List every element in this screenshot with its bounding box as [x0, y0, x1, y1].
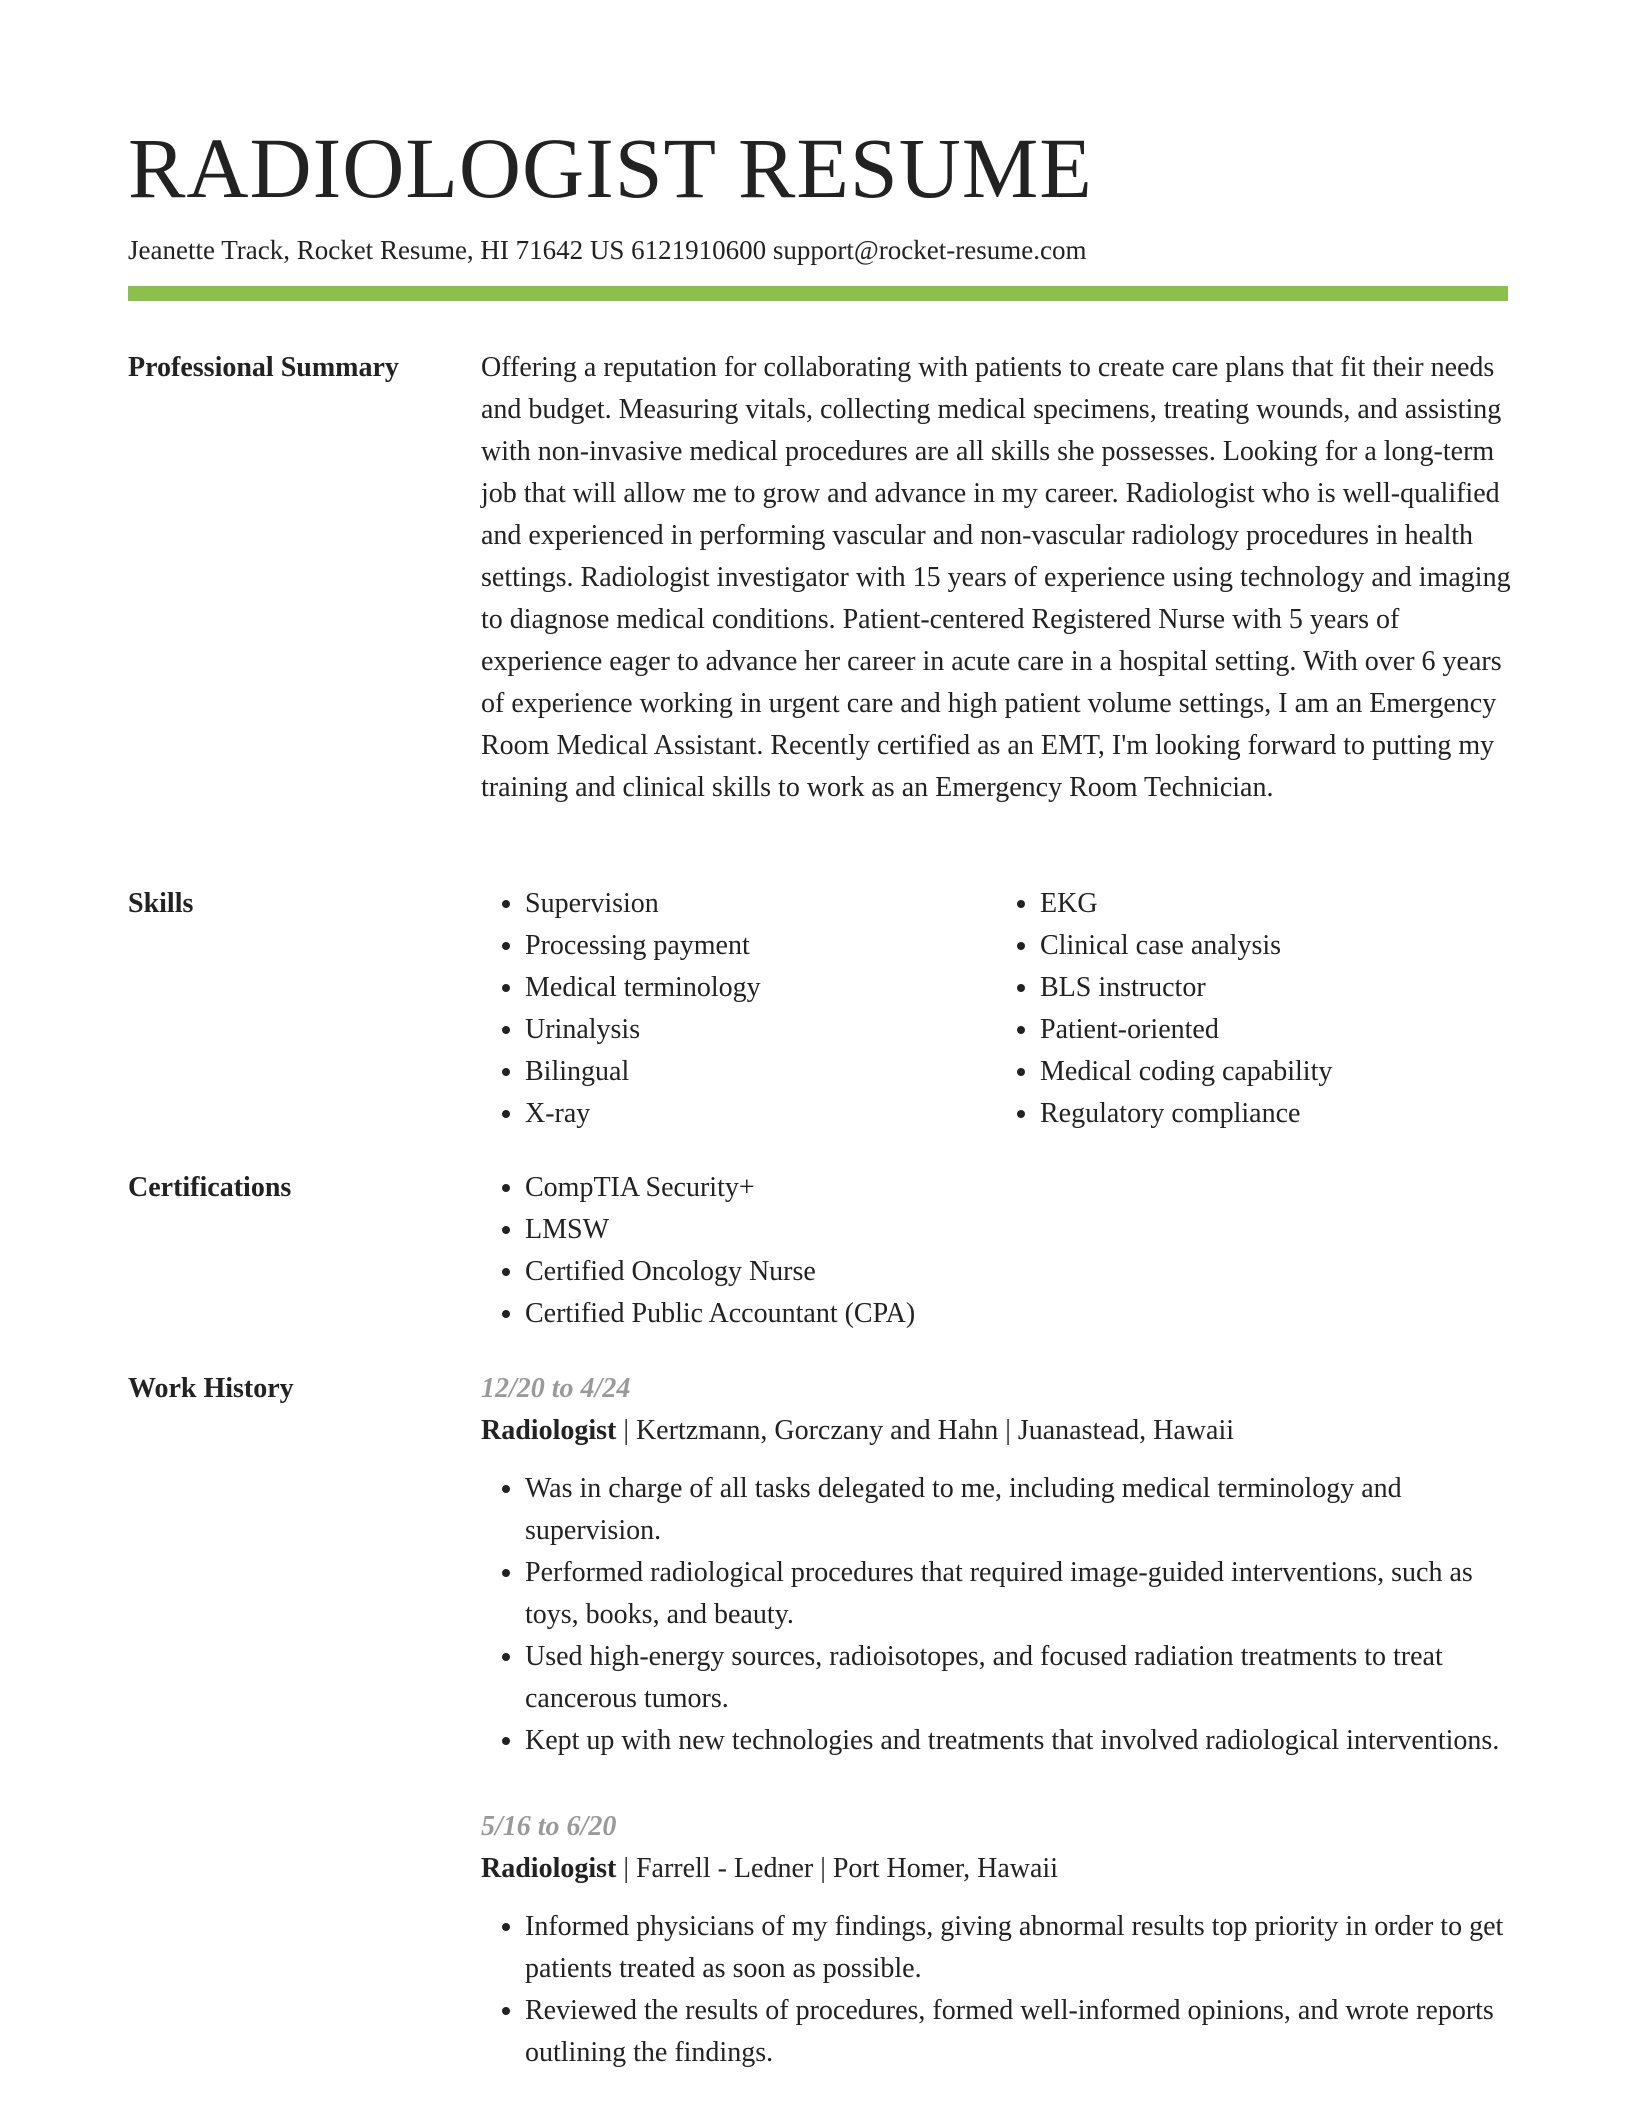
job-bullets [481, 1468, 1511, 1762]
work-history-body [481, 1368, 1511, 2118]
skills-list-right [996, 883, 1511, 1135]
skill-item: • EKG [1040, 883, 1511, 925]
skills-label: Skills [128, 888, 194, 919]
job-title: Radiologist [481, 1415, 617, 1446]
certifications-list [481, 1167, 1511, 1335]
summary-label: Professional Summary [128, 352, 399, 383]
job-details: | Farrell - Ledner | Port Homer, Hawaii [616, 1853, 1058, 1884]
job-heading [481, 1848, 1511, 1890]
skill-item: • Supervision [525, 883, 996, 925]
job-bullet: • Informed physicians of my findings, giving abnormal results top priority in order to get patients treated as soon as possible. [525, 1906, 1511, 1990]
contact-line: Jeanette Track, Rocket Resume, HI 71642 US 6121910600 support@rocket-resume.com [128, 235, 1087, 265]
certification-item: • Certified Public Accountant (CPA) [525, 1293, 1511, 1335]
certifications-label: Certifications [128, 1172, 292, 1203]
job-bullets [481, 1906, 1511, 2074]
skills-body [481, 883, 1511, 1135]
job-entry [481, 1368, 1511, 1762]
resume-title: RADIOLOGIST RESUME [128, 120, 1093, 216]
skill-item: • Clinical case analysis [1040, 925, 1511, 967]
job-entry [481, 1806, 1511, 2074]
skill-item: • Patient-oriented [1040, 1009, 1511, 1051]
summary-body [481, 347, 1511, 809]
job-dates: 5/16 to 6/20 [481, 1811, 617, 1842]
skill-item: • Regulatory compliance [1040, 1093, 1511, 1135]
job-dates: 12/20 to 4/24 [481, 1373, 631, 1404]
job-bullet: • Used high-energy sources, radioisotopes, and focused radiation treatments to treat cancerous tumors. [525, 1636, 1511, 1720]
certification-item: • CompTIA Security+ [525, 1167, 1511, 1209]
job-heading [481, 1410, 1511, 1452]
job-bullet: • Was in charge of all tasks delegated to me, including medical terminology and supervision. [525, 1468, 1511, 1552]
skill-item: • Processing payment [525, 925, 996, 967]
skill-item: • Medical coding capability [1040, 1051, 1511, 1093]
header-divider [128, 286, 1508, 301]
summary-text: Offering a reputation for collaborating with patients to create care plans that fit their needs and budget. Measuring vitals, collecting medical specimens, treating wounds, and assisting with non-invasive medical procedures are all skills she possesses. Looking for a long-term job that will allow me to grow and advance in my career. Radiologist who is well-qualified and experienced in performing vascular and non-vascular radiology procedures in health settings. Radiologist investigator with 15 years of experience using technology and imaging to diagnose medical conditions. Patient-centered Registered Nurse with 5 years of experience eager to advance her career in acute care in a hospital setting. With over 6 years of experience working in urgent care and high patient volume settings, I am an Emergency Room Medical Assistant. Recently certified as an EMT, I'm looking forward to putting my training and clinical skills to work as an Emergency Room Technician. [481, 352, 1511, 803]
job-details: | Kertzmann, Gorczany and Hahn | Juanastead, Hawaii [616, 1415, 1234, 1446]
certification-item: • Certified Oncology Nurse [525, 1251, 1511, 1293]
skills-list-left [481, 883, 996, 1135]
job-bullet: • Reviewed the results of procedures, formed well-informed opinions, and wrote reports outlining the findings. [525, 1990, 1511, 2074]
skill-item: • Medical terminology [525, 967, 996, 1009]
certifications-body [481, 1167, 1511, 1335]
skill-item: • X-ray [525, 1093, 996, 1135]
work-history-label: Work History [128, 1373, 294, 1404]
job-title: Radiologist [481, 1853, 617, 1884]
skill-item: • BLS instructor [1040, 967, 1511, 1009]
skill-item: • Bilingual [525, 1051, 996, 1093]
certification-item: • LMSW [525, 1209, 1511, 1251]
job-bullet: • Kept up with new technologies and treatments that involved radiological interventions. [525, 1720, 1511, 1762]
job-bullet: • Performed radiological procedures that required image-guided interventions, such as toys, books, and beauty. [525, 1552, 1511, 1636]
skill-item: • Urinalysis [525, 1009, 996, 1051]
